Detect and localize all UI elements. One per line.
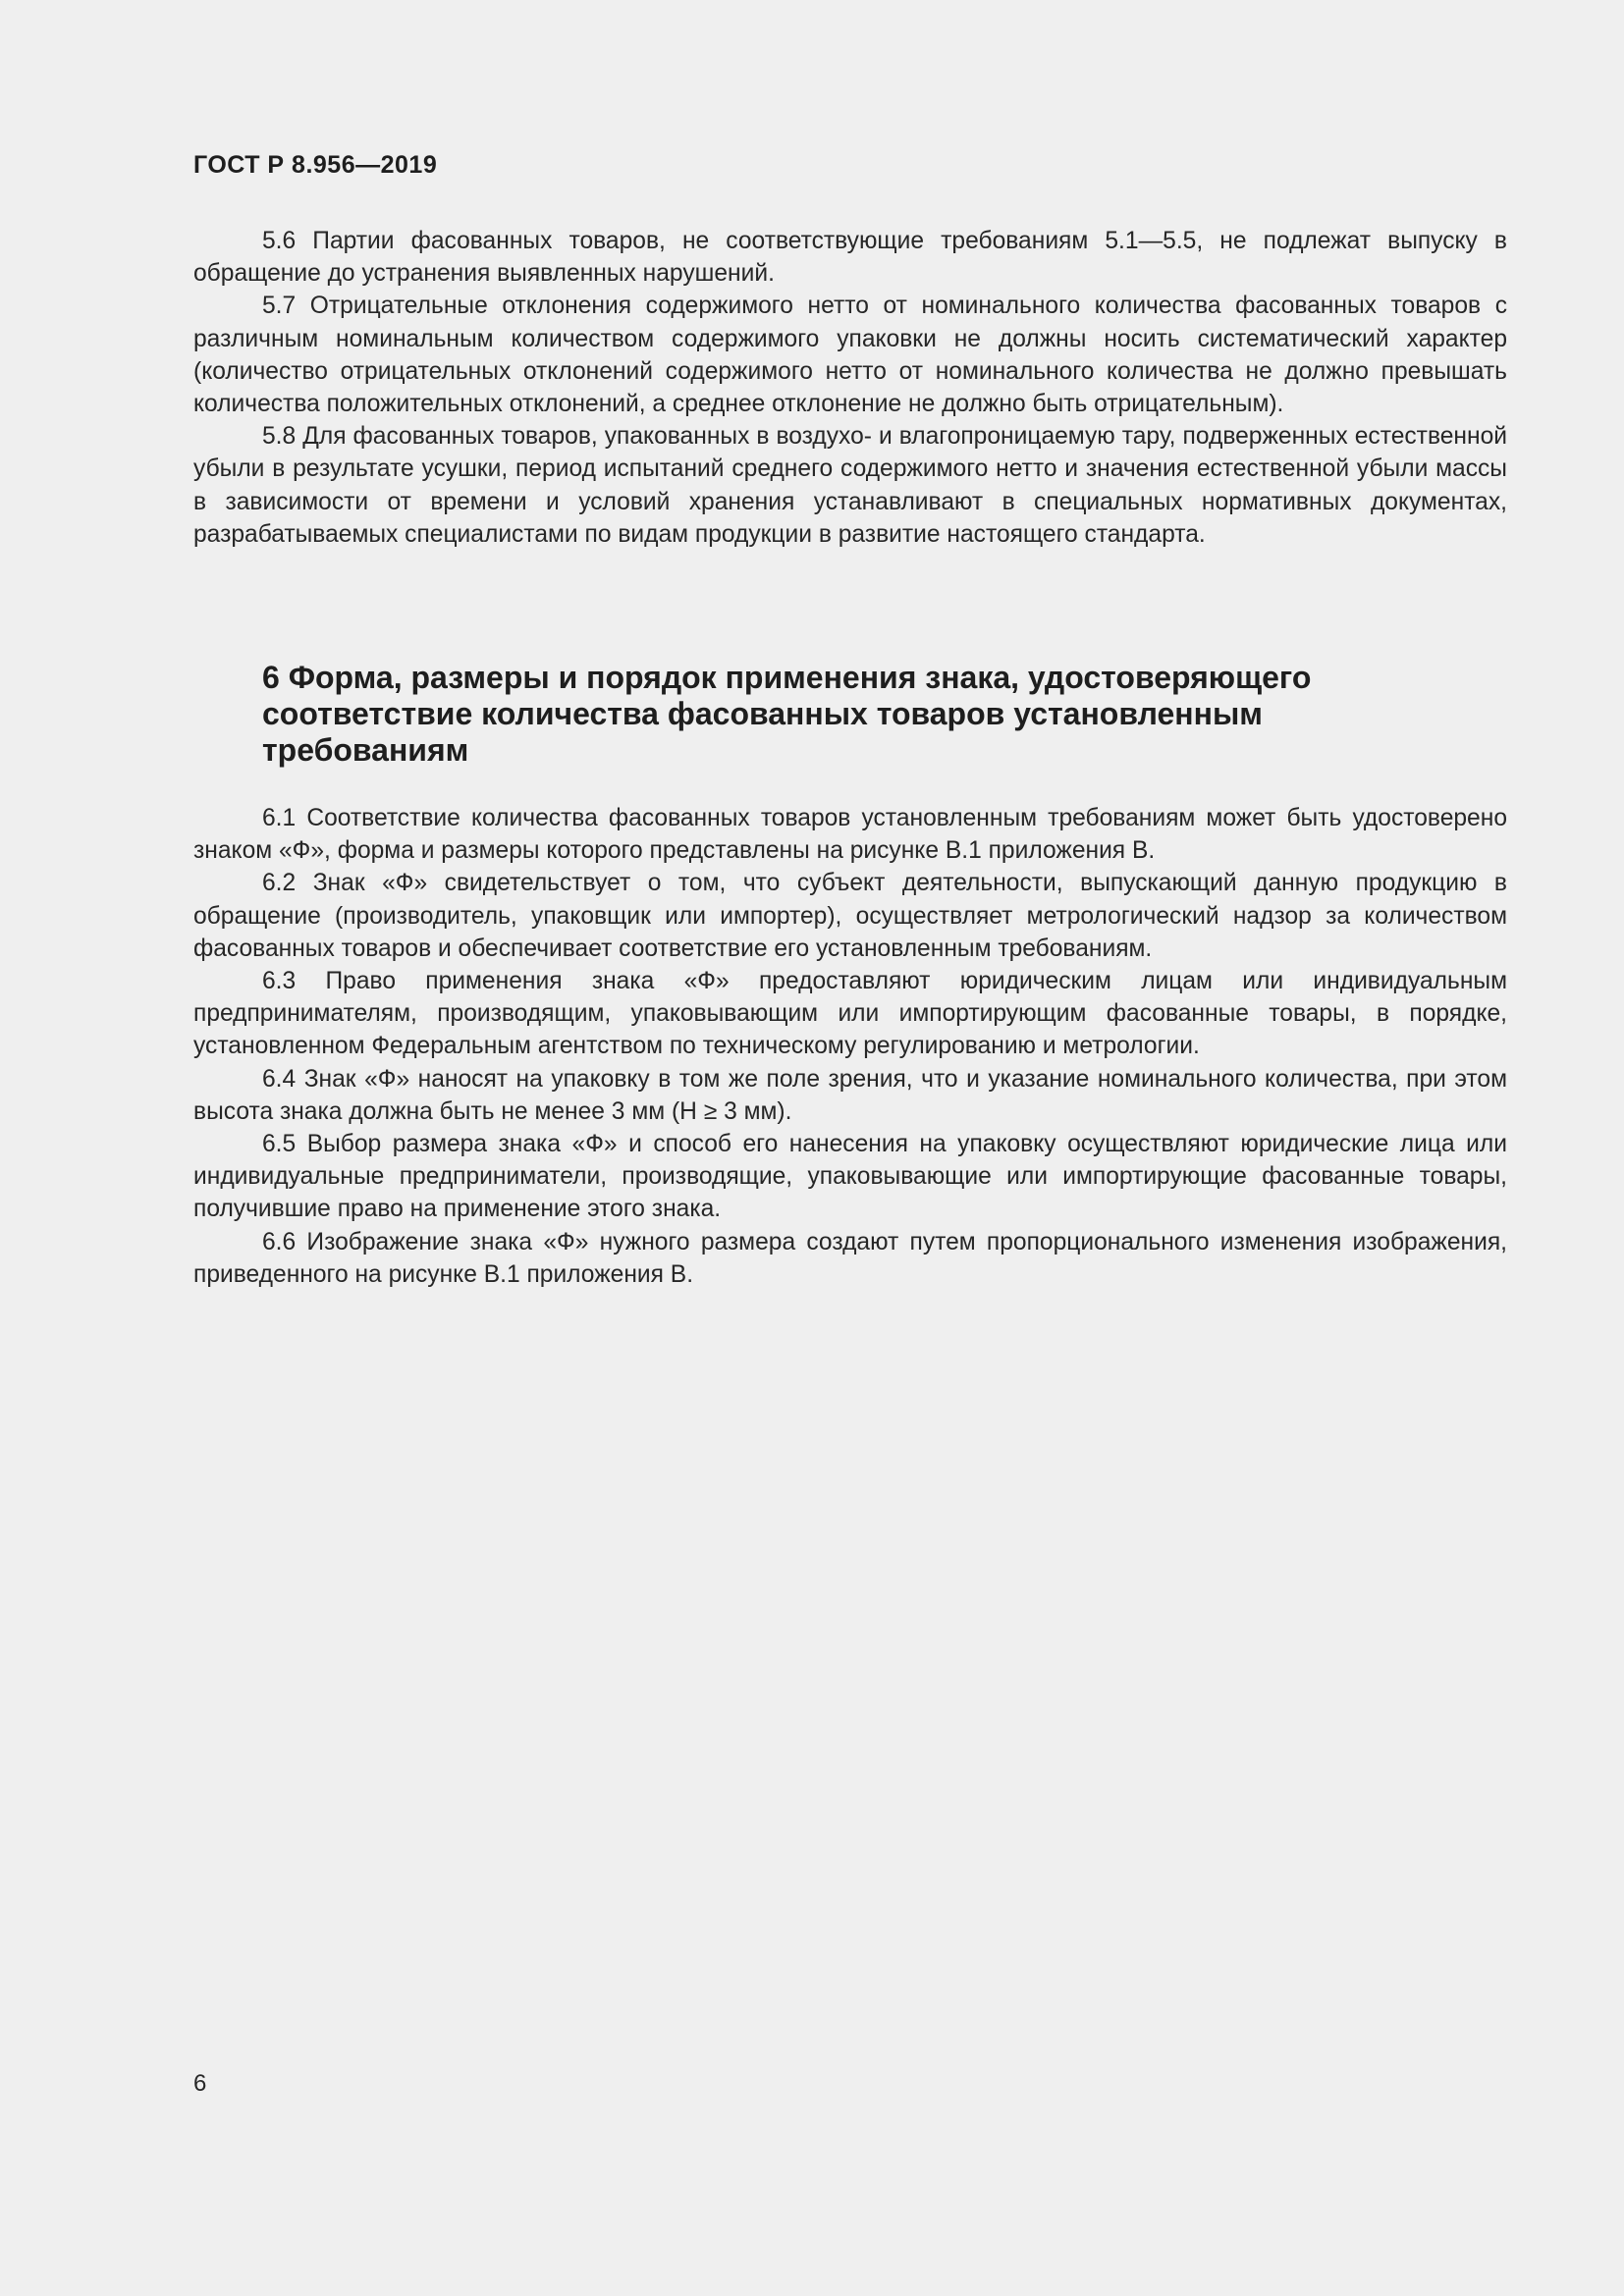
- paragraph-6-5: 6.5 Выбор размера знака «Ф» и способ его нанесения на упаковку осуществляют юридические лица или индивидуальные предприниматели, производящие, упаковывающие или импортирующие фасованные товары, получившие право на применение этого знака.: [193, 1131, 1507, 1223]
- paragraph-6-3: 6.3 Право применения знака «Ф» предоставляют юридическим лицам или индивидуальным предпринимателям, производящим, упаковывающим или импортирующим фасованные товары, в порядке, установленном Федеральным агентством по техническому регулированию и метрологии.: [193, 968, 1507, 1060]
- paragraph-5-6: 5.6 Партии фасованных товаров, не соответствующие требованиям 5.1—5.5, не подлежат выпуску в обращение до устранения выявленных нарушений.: [193, 228, 1507, 288]
- paragraph-5-7: 5.7 Отрицательные отклонения содержимого нетто от номинального количества фасованных товаров с различным номинальным количеством содержимого упаковки не должны носить систематический характер (количество отрицательных отклонений содержимого нетто от номинального количества не должно превышать количества положительных отклонений, а среднее отклонение не должно быть отрицательным).: [193, 293, 1507, 418]
- paragraph-6-1: 6.1 Соответствие количества фасованных товаров установленным требованиям может быть удостоверено знаком «Ф», форма и размеры которого представлены на рисунке В.1 приложения В.: [193, 805, 1507, 865]
- document-code-header: ГОСТ Р 8.956—2019: [193, 151, 438, 179]
- paragraph-6-4: 6.4 Знак «Ф» наносят на упаковку в том же поле зрения, что и указание номинального количества, при этом высота знака должна быть не менее 3 мм (Н ≥ 3 мм).: [193, 1065, 1507, 1125]
- section-5-body: [193, 225, 1507, 551]
- paragraph-6-2: 6.2 Знак «Ф» свидетельствует о том, что субъект деятельности, выпускающий данную продукцию в обращение (производитель, упаковщик или импортер), осуществляет метрологический надзор за количеством фасованных товаров и обеспечивает соответствие его установленным требованиям.: [193, 870, 1507, 962]
- section-6-body: [193, 802, 1507, 1291]
- paragraph-6-6: 6.6 Изображение знака «Ф» нужного размера создают путем пропорционального изменения изображения, приведенного на рисунке В.1 приложения В.: [193, 1228, 1507, 1288]
- section-6-heading: 6 Форма, размеры и порядок применения знака, удостоверяющего соответствие количества фасованных товаров установленным требованиям: [262, 660, 1312, 768]
- page-number: 6: [193, 2070, 207, 2097]
- paragraph-5-8: 5.8 Для фасованных товаров, упакованных в воздухо- и влагопроницаемую тару, подверженных естественной убыли в результате усушки, период испытаний среднего содержимого нетто и значения естественной убыли массы в зависимости от времени и условий хранения устанавливают в специальных нормативных документах, разрабатываемых специалистами по видам продукции в развитие настоящего стандарта.: [193, 423, 1507, 548]
